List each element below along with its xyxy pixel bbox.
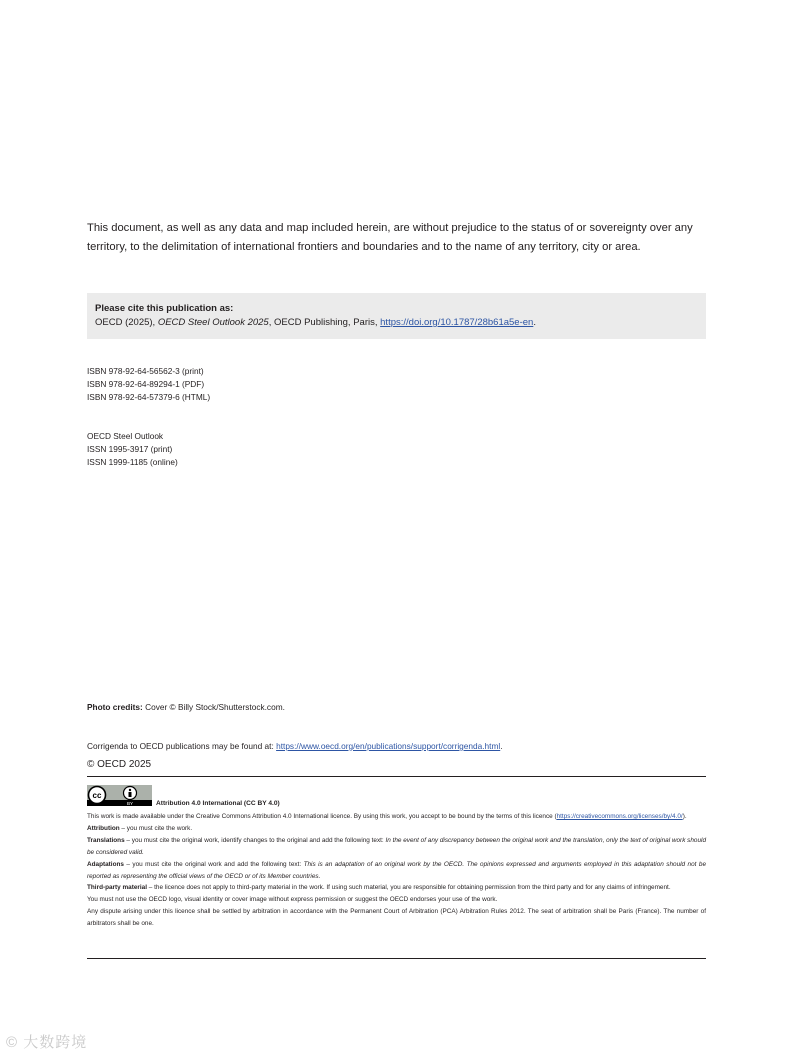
isbn-pdf: ISBN 978-92-64-89294-1 (PDF) [87, 378, 205, 389]
photo-credits: Photo credits: Cover © Billy Stock/Shutterstock.com. [87, 702, 285, 712]
licence-link[interactable]: https://creativecommons.org/licenses/by/4.0/ [556, 813, 683, 820]
disclaimer-text: This document, as well as any data and map included herein, are without prejudice to the status of or sovereignty over any territory, to the delimitation of international frontiers and boundaries and to the name of any territory, city or area. [87, 222, 693, 253]
citation-title: OECD Steel Outlook 2025 [157, 317, 269, 328]
series-info [87, 430, 178, 468]
licence-intro: This work is made available under the Creative Commons Attribution 4.0 International licence. By using this work, you accept to be bound by the terms of this licence (https://creativecommons.org/licenses/by/4.0/). [87, 813, 687, 820]
citation-text: OECD (2025), OECD Steel Outlook 2025, OECD Publishing, Paris, https://doi.org/10.1787/28b61a5e-en. [95, 317, 536, 328]
licence-text [87, 811, 706, 930]
isbn-html: ISBN 978-92-64-57379-6 (HTML) [87, 391, 211, 402]
licence-third-party: Third-party material – the licence does not apply to third-party material in the work. If using such material, you are responsible for obtaining permission from the third party and for any claims of infringement. [87, 884, 671, 892]
licence-translations: Translations – you must cite the original work, identify changes to the original and add the following text: In the event of any discrepancy between the original work and the translation, only the text of original work should be considered valid. [87, 836, 706, 856]
issn-print: ISSN 1995-3917 (print) [87, 443, 173, 454]
corrigenda-note: Corrigenda to OECD publications may be found at: https://www.oecd.org/en/publications/support/corrigenda.html. [87, 741, 503, 751]
citation-box [87, 293, 706, 339]
cc-badge-text: cc [92, 791, 102, 800]
licence-adaptations: Adaptations – you must cite the original work and add the following text: This is an adaptation of an original work by the OECD. The opinions expressed and arguments employed in this adaptation should not be reported as representing the official views of the OECD or of its Member countries. [87, 860, 706, 880]
doi-link[interactable]: https://doi.org/10.1787/28b61a5e-en [380, 317, 534, 328]
bottom-divider [87, 958, 706, 959]
by-badge-text: BY [126, 801, 134, 806]
licence-title: Attribution 4.0 International (CC BY 4.0) [156, 800, 280, 807]
watermark-icon: © [6, 1034, 19, 1051]
issn-online: ISSN 1999-1185 (online) [87, 456, 178, 467]
watermark-logo: © 大数跨境 [6, 1034, 88, 1051]
top-divider [87, 776, 706, 777]
isbn-list [87, 365, 210, 403]
licence-logo-use: You must not use the OECD logo, visual identity or cover image without express permission or suggest the OECD endorses your use of the work. [87, 896, 498, 904]
series-name: OECD Steel Outlook [87, 431, 164, 441]
corrigenda-link[interactable]: https://www.oecd.org/en/publications/support/corrigenda.html [276, 741, 501, 751]
copyright: © OECD 2025 [87, 759, 152, 770]
licence-dispute: Any dispute arising under this licence shall be settled by arbitration in accordance with the Permanent Court of Arbitration (PCA) Arbitration Rules 2012. The seat of arbitration shall be Paris (France). The number of arbitrators shall be one. [87, 908, 706, 928]
isbn-print: ISBN 978-92-64-56562-3 (print) [87, 366, 204, 376]
cc-by-badge-icon[interactable] [87, 785, 152, 806]
citation-heading: Please cite this publication as: [95, 303, 234, 314]
licence-attribution: Attribution – you must cite the work. [87, 824, 193, 832]
